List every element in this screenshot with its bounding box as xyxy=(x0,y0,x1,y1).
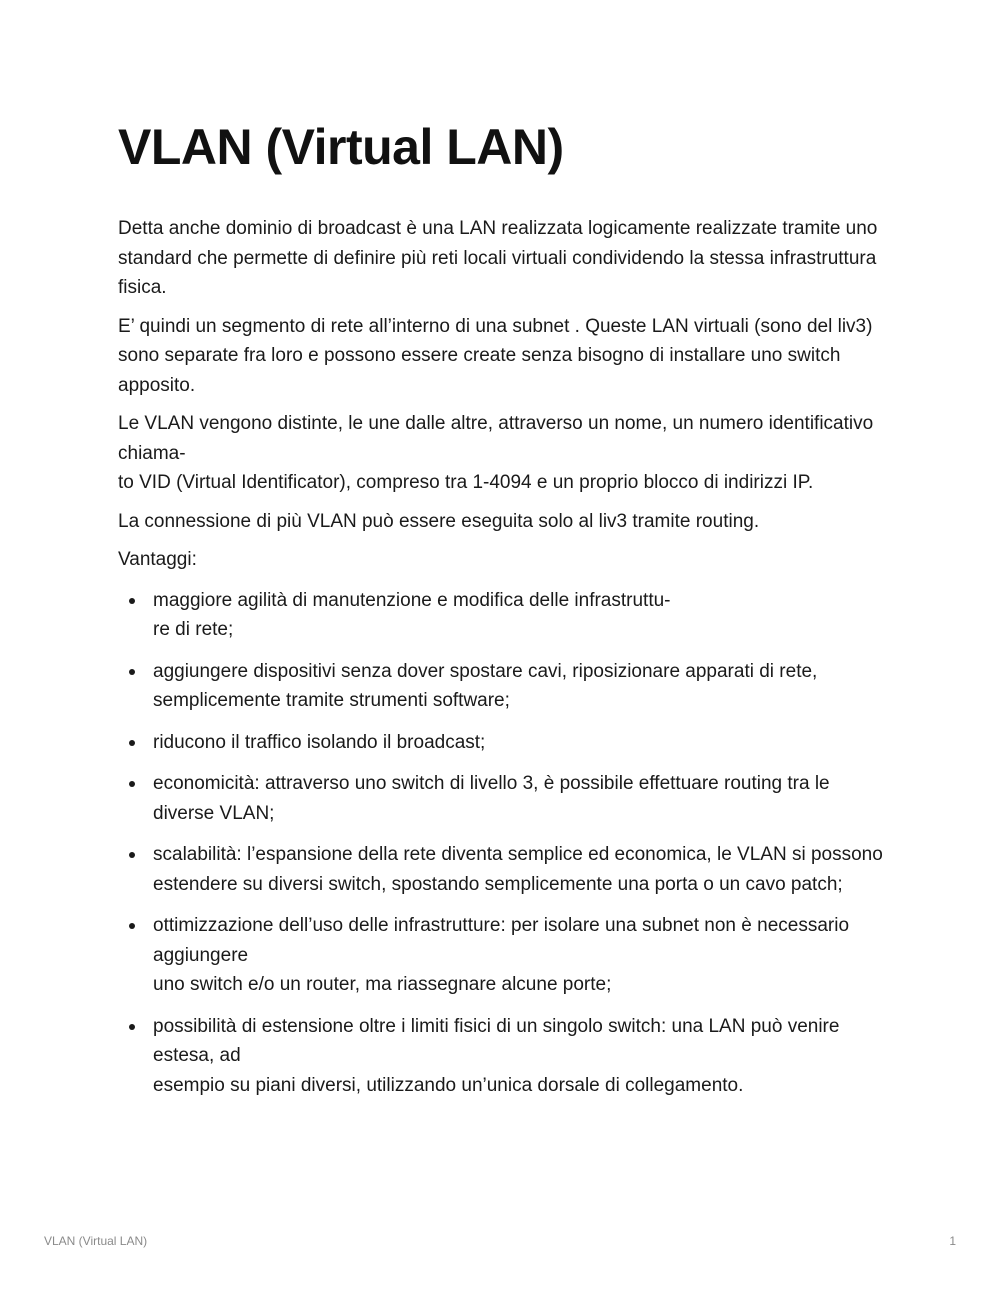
page-title: VLAN (Virtual LAN) xyxy=(118,119,564,175)
paragraph-line: Le VLAN vengono distinte, le une dalle altre, attraverso un nome, un numero identificativo chiama- xyxy=(118,413,874,464)
list-item xyxy=(118,1012,888,1101)
list-item xyxy=(118,840,888,899)
bullet-icon xyxy=(129,669,135,675)
bullet-icon xyxy=(129,852,135,858)
bullet-icon xyxy=(129,740,135,746)
list-item-line: scalabilità: l’espansione della rete diventa semplice ed economica, le VLAN si possono estendere su diversi switch, spostando semplicemente una porta o un cavo patch; xyxy=(153,844,883,895)
list-item-line: economicità: attraverso uno switch di livello 3, è possibile effettuare routing tra le diverse VLAN; xyxy=(153,773,830,824)
bullet-icon xyxy=(129,923,135,929)
paragraph-definition xyxy=(118,214,888,303)
paragraph-routing xyxy=(118,507,888,537)
bullet-icon xyxy=(129,1024,135,1030)
paragraph-line: Detta anche dominio di broadcast è una LAN realizzata logicamente realizzate tramite uno standard che permette di definire più reti locali virtuali condividendo la stessa infrastruttura fisica. xyxy=(118,218,878,298)
bullet-icon xyxy=(129,781,135,787)
list-item-line: possibilità di estensione oltre i limiti fisici di un singolo switch: una LAN può venire estesa, ad xyxy=(153,1015,840,1066)
bullet-icon xyxy=(129,598,135,604)
footer-page-number: 1 xyxy=(949,1234,956,1248)
paragraph-segment xyxy=(118,312,888,401)
list-item-line: esempio su piani diversi, utilizzando un’unica dorsale di collegamento. xyxy=(153,1074,744,1096)
footer-document-title: VLAN (Virtual LAN) xyxy=(44,1234,148,1248)
list-item-line: riducono il traffico isolando il broadcast; xyxy=(153,731,486,753)
list-item xyxy=(118,911,888,1000)
paragraph-line: E’ quindi un segmento di rete all’interno di una subnet . Queste LAN virtuali (sono del liv3) sono separate fra loro e possono essere create senza bisogno di installare uno switch apposito. xyxy=(118,315,873,396)
advantages-list xyxy=(118,586,888,1101)
list-item-line: aggiungere dispositivi senza dover spostare cavi, riposizionare apparati di rete, semplicemente tramite strumenti software; xyxy=(153,660,818,711)
paragraph-vid xyxy=(118,409,888,498)
list-item-line: re di rete; xyxy=(153,619,234,640)
list-item xyxy=(118,728,888,758)
list-item-line: maggiore agilità di manutenzione e modifica delle infrastruttu- xyxy=(153,589,671,611)
list-item xyxy=(118,657,888,716)
list-item xyxy=(118,769,888,828)
list-item-line: uno switch e/o un router, ma riassegnare alcune porte; xyxy=(153,974,612,995)
advantages-label: Vantaggi: xyxy=(118,549,197,570)
page-content xyxy=(118,112,888,1112)
paragraph-line: to VID (Virtual Identificator), compreso tra 1-4094 e un proprio blocco di indirizzi IP. xyxy=(118,472,814,493)
list-item-line: ottimizzazione dell’uso delle infrastrutture: per isolare una subnet non è necessario aggiungere xyxy=(153,915,850,966)
paragraph-line: La connessione di più VLAN può essere eseguita solo al liv3 tramite routing. xyxy=(118,510,760,532)
list-item xyxy=(118,586,888,645)
